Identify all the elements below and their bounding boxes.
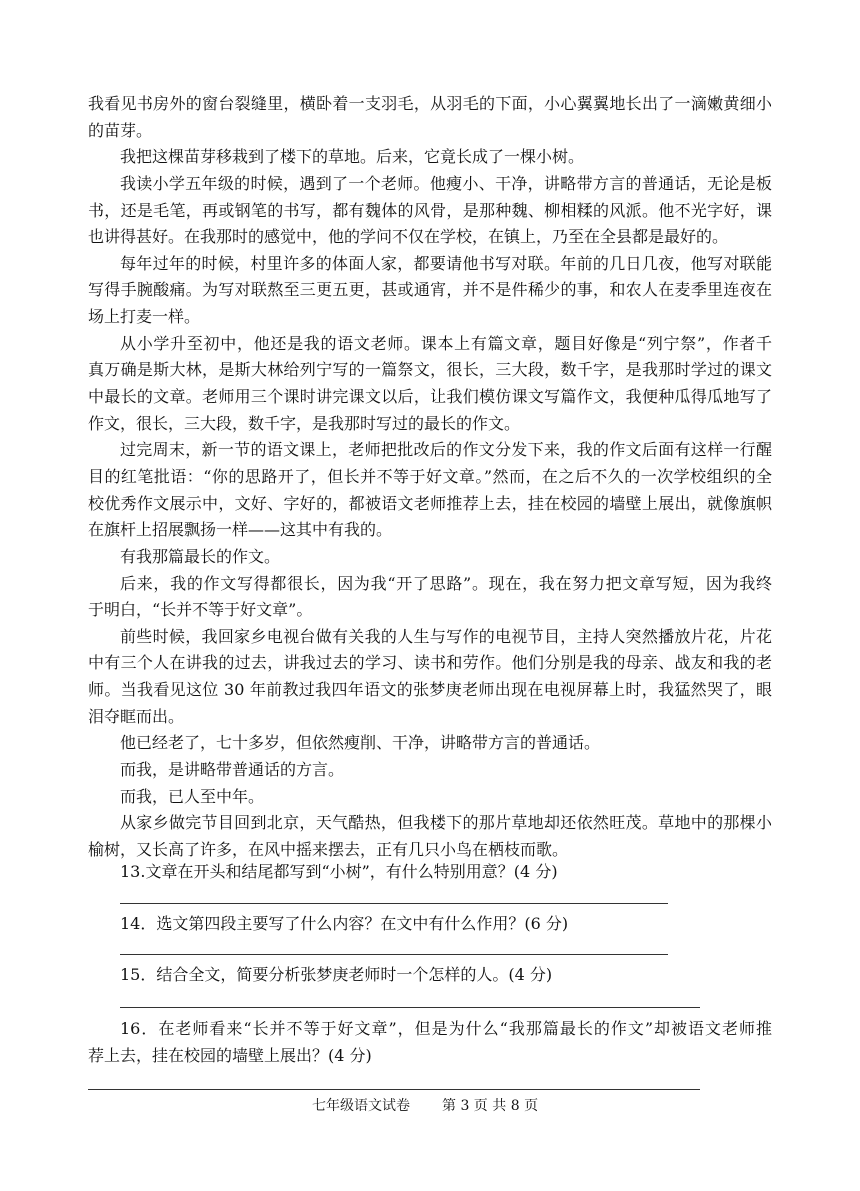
- text-line: 我看见书房外的窗台裂缝里，横卧着一支羽毛，从羽毛的下面，小心翼翼地长出了一滴嫩黄细小: [88, 94, 772, 113]
- text-line: 我把这棵苗芽移栽到了楼下的草地。后来，它竟长成了一棵小树。: [120, 147, 585, 167]
- text-line: 的苗芽。: [88, 120, 153, 140]
- text-line: 写得手腕酸痛。为写对联熬至三更五更，甚或通宵，并不是件稀少的事，和农人在麦季里连夜在: [88, 280, 772, 300]
- text-line: 而我，是讲略带普通话的方言。: [120, 760, 345, 780]
- question-text: 14．选文第四段主要写了什么内容？在文中有什么作用？(6 分): [120, 914, 569, 933]
- article-body: [88, 91, 772, 864]
- text-line: 从家乡做完节目回到北京，天气酷热，但我楼下的那片草地却还依然旺茂。草地中的那棵小: [120, 813, 772, 833]
- text-line: 在旗杆上招展飘扬一样——这其中有我的。: [88, 520, 393, 540]
- footer-divider: [88, 1089, 700, 1090]
- text-line: 于明白，“长并不等于好文章”。: [88, 600, 313, 620]
- paragraph: [88, 757, 772, 784]
- question-text: 16．在老师看来“长并不等于好文章”，但是为什么“我那篇最长的作文”却被语文老师推: [120, 1019, 772, 1038]
- paragraph: [88, 730, 772, 757]
- answer-line: [120, 903, 668, 904]
- text-line: 师。当我看见这位 30 年前教过我四年语文的张梦庚老师出现在电视屏幕上时，我猛然哭了，眼: [88, 680, 772, 700]
- text-line: 后来，我的作文写得都很长，因为我“开了思路”。现在，我在努力把文章写短，因为我终: [120, 573, 772, 593]
- question-13: [88, 859, 772, 886]
- text-line: 从小学升至初中，他还是我的语文老师。课本上有篇文章，题目好像是“列宁祭”，作者千: [120, 333, 772, 353]
- paragraph: [88, 171, 772, 251]
- text-line: 书，还是毛笔，再或钢笔的书写，都有魏体的风骨，是那种魏、柳相糅的风派。他不光字好，课: [88, 200, 772, 220]
- paragraph: [88, 784, 772, 811]
- text-line: 真万确是斯大林，是斯大林给列宁写的一篇祭文，很长，三大段，数千字，是我那时学过的课文: [88, 360, 772, 380]
- question-15: [88, 962, 772, 989]
- text-line: 泪夺眶而出。: [88, 706, 185, 726]
- paragraph: [88, 91, 772, 144]
- question-16: [88, 1016, 772, 1069]
- text-line: 他已经老了，七十多岁，但依然瘦削、干净，讲略带方言的普通话。: [120, 733, 601, 753]
- paragraph: [88, 251, 772, 331]
- text-line: 每年过年的时候，村里许多的体面人家，都要请他书写对联。年前的几日几夜，他写对联能: [120, 253, 772, 273]
- question-text: 15．结合全文，简要分析张梦庚老师时一个怎样的人。(4 分): [120, 965, 553, 984]
- paragraph: [88, 624, 772, 731]
- paragraph: [88, 331, 772, 438]
- text-line: 而我，已人至中年。: [120, 786, 265, 806]
- text-line: 中有三个人在讲我的过去，讲我过去的学习、读书和劳作。他们分别是我的母亲、战友和我的老: [88, 653, 772, 673]
- paragraph: [88, 544, 772, 571]
- paragraph: [88, 437, 772, 544]
- paragraph: [88, 810, 772, 863]
- text-line: 榆树，又长高了许多，在风中摇来摆去，正有几只小鸟在栖枝而歌。: [88, 839, 569, 859]
- text-line: 我读小学五年级的时候，遇到了一个老师。他瘦小、干净，讲略带方言的普通话，无论是板: [120, 173, 772, 193]
- page-footer: [312, 1097, 538, 1115]
- answer-line: [120, 1007, 700, 1008]
- footer-page-number: 第 3 页 共 8 页: [442, 1098, 539, 1114]
- text-line: 过完周末，新一节的语文课上，老师把批改后的作文分发下来，我的作文后面有这样一行醒: [120, 440, 772, 460]
- text-line: 作文，很长，三大段，数千字，是我那时写过的最长的作文。: [88, 413, 521, 433]
- question-14: [88, 911, 772, 938]
- text-line: 有我那篇最长的作文。: [120, 546, 281, 566]
- text-line: 场上打麦一样。: [88, 307, 201, 327]
- paragraph: [88, 571, 772, 624]
- text-line: 中最长的文章。老师用三个课时讲完课文以后，让我们模仿课文写篇作文，我便种瓜得瓜地写了: [88, 387, 772, 407]
- footer-course: 七年级语文试卷: [312, 1098, 410, 1114]
- paragraph: [88, 144, 772, 171]
- question-text: 荐上去，挂在校园的墙壁上展出？(4 分): [88, 1045, 372, 1065]
- question-text: 13.文章在开头和结尾都写到“小树”，有什么特别用意？(4 分): [120, 862, 558, 881]
- text-line: 也讲得甚好。在我那时的感觉中，他的学问不仅在学校，在镇上，乃至在全县都是最好的。: [88, 227, 729, 247]
- text-line: 目的红笔批语：“你的思路开了，但长并不等于好文章。”然而，在之后不久的一次学校组织的全: [88, 466, 772, 486]
- text-line: 前些时候，我回家乡电视台做有关我的人生与写作的电视节目，主持人突然播放片花，片花: [120, 626, 772, 646]
- answer-line: [120, 954, 668, 955]
- text-line: 校优秀作文展示中，文好、字好的，都被语文老师推荐上去，挂在校园的墙壁上展出，就像旗帜: [88, 493, 772, 513]
